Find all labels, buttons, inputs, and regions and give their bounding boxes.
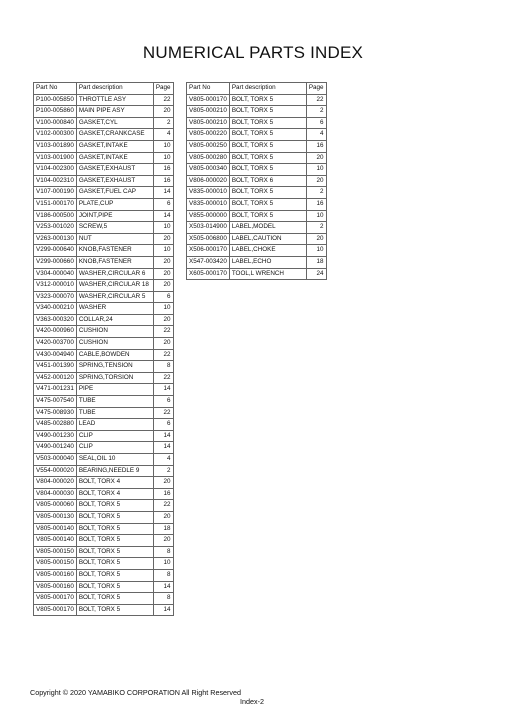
part-number-cell: V323-000070 bbox=[34, 291, 77, 303]
page-cell: 10 bbox=[306, 245, 326, 257]
part-description-cell: PIPE bbox=[76, 384, 153, 396]
part-number-cell: V805-000170 bbox=[34, 604, 77, 616]
part-number-cell: V805-000160 bbox=[34, 569, 77, 581]
table-row bbox=[34, 454, 174, 466]
page-cell: 6 bbox=[153, 198, 173, 210]
part-number-cell: X506-000170 bbox=[187, 245, 230, 257]
header-part-description: Part description bbox=[229, 83, 306, 95]
table-row bbox=[187, 268, 327, 280]
page-cell: 22 bbox=[153, 372, 173, 384]
table-row bbox=[34, 349, 174, 361]
part-number-cell: V805-000150 bbox=[34, 558, 77, 570]
page-cell: 14 bbox=[153, 210, 173, 222]
part-description-cell: WASHER,CIRCULAR 18 bbox=[76, 280, 153, 292]
part-description-cell: GASKET,CYL bbox=[76, 117, 153, 129]
page-cell: 6 bbox=[153, 291, 173, 303]
page-cell: 2 bbox=[306, 187, 326, 199]
part-number-cell: V263-000130 bbox=[34, 233, 77, 245]
part-number-cell: V186-000500 bbox=[34, 210, 77, 222]
table-row bbox=[34, 384, 174, 396]
page-cell: 10 bbox=[153, 152, 173, 164]
table-row bbox=[34, 94, 174, 106]
page-cell: 10 bbox=[153, 245, 173, 257]
part-description-cell: CLIP bbox=[76, 442, 153, 454]
table-row bbox=[34, 233, 174, 245]
page-cell: 20 bbox=[153, 535, 173, 547]
part-number-cell: V452-000120 bbox=[34, 372, 77, 384]
table-row bbox=[187, 94, 327, 106]
page-cell: 14 bbox=[153, 187, 173, 199]
part-description-cell: SPRING,TENSION bbox=[76, 361, 153, 373]
page-cell: 20 bbox=[153, 233, 173, 245]
part-description-cell: BOLT, TORX 5 bbox=[229, 106, 306, 118]
part-number-cell: V835-000010 bbox=[187, 198, 230, 210]
page-cell: 10 bbox=[153, 140, 173, 152]
page-cell: 6 bbox=[153, 396, 173, 408]
part-number-cell: V805-000130 bbox=[34, 511, 77, 523]
part-description-cell: BOLT, TORX 5 bbox=[76, 569, 153, 581]
parts-index-table-left bbox=[33, 82, 174, 616]
part-number-cell: V340-000210 bbox=[34, 303, 77, 315]
part-number-cell: V805-000140 bbox=[34, 523, 77, 535]
part-description-cell: CABLE,BOWDEN bbox=[76, 349, 153, 361]
part-description-cell: CLIP bbox=[76, 430, 153, 442]
part-description-cell: BOLT, TORX 5 bbox=[76, 581, 153, 593]
page-cell: 20 bbox=[153, 256, 173, 268]
part-description-cell: LABEL,MODEL bbox=[229, 222, 306, 234]
page-cell: 6 bbox=[306, 117, 326, 129]
part-number-cell: V104-002310 bbox=[34, 175, 77, 187]
table-row bbox=[34, 210, 174, 222]
part-description-cell: BOLT, TORX 5 bbox=[229, 129, 306, 141]
page-cell: 20 bbox=[153, 280, 173, 292]
page-cell: 8 bbox=[153, 593, 173, 605]
part-number-cell: X605-000170 bbox=[187, 268, 230, 280]
table-row bbox=[34, 164, 174, 176]
part-number-cell: V475-007540 bbox=[34, 396, 77, 408]
part-description-cell: BOLT, TORX 5 bbox=[229, 187, 306, 199]
table-row bbox=[187, 140, 327, 152]
page-cell: 4 bbox=[153, 129, 173, 141]
table-row bbox=[34, 314, 174, 326]
part-number-cell: V299-000640 bbox=[34, 245, 77, 257]
page-number: Index-2 bbox=[240, 697, 264, 706]
table-row bbox=[34, 604, 174, 616]
page-cell: 14 bbox=[153, 442, 173, 454]
page-cell: 16 bbox=[153, 175, 173, 187]
part-number-cell: V806-000020 bbox=[187, 175, 230, 187]
part-description-cell: LABEL,CHOKE bbox=[229, 245, 306, 257]
table-row bbox=[34, 175, 174, 187]
table-row bbox=[187, 245, 327, 257]
table-header-row bbox=[34, 83, 174, 95]
table-row bbox=[34, 407, 174, 419]
page-cell: 10 bbox=[153, 303, 173, 315]
part-description-cell: BOLT, TORX 5 bbox=[229, 164, 306, 176]
part-number-cell: V485-002880 bbox=[34, 419, 77, 431]
part-number-cell: V805-000150 bbox=[34, 546, 77, 558]
page-cell: 20 bbox=[306, 175, 326, 187]
part-description-cell: BOLT, TORX 5 bbox=[76, 511, 153, 523]
part-description-cell: BOLT, TORX 5 bbox=[229, 140, 306, 152]
part-description-cell: GASKET,EXHAUST bbox=[76, 175, 153, 187]
table-row bbox=[34, 558, 174, 570]
part-description-cell: CUSHION bbox=[76, 338, 153, 350]
part-number-cell: V805-000220 bbox=[187, 129, 230, 141]
page-cell: 14 bbox=[153, 604, 173, 616]
page-cell: 2 bbox=[306, 106, 326, 118]
page-cell: 2 bbox=[306, 222, 326, 234]
table-row bbox=[34, 535, 174, 547]
part-number-cell: V805-000210 bbox=[187, 106, 230, 118]
part-description-cell: BOLT, TORX 4 bbox=[76, 488, 153, 500]
part-description-cell: CUSHION bbox=[76, 326, 153, 338]
part-description-cell: BEARING,NEEDLE 9 bbox=[76, 465, 153, 477]
page-cell: 18 bbox=[306, 256, 326, 268]
part-number-cell: V503-000040 bbox=[34, 454, 77, 466]
part-number-cell: V554-000020 bbox=[34, 465, 77, 477]
part-number-cell: V490-001230 bbox=[34, 430, 77, 442]
table-row bbox=[187, 210, 327, 222]
part-number-cell: V805-000250 bbox=[187, 140, 230, 152]
table-row bbox=[34, 140, 174, 152]
table-row bbox=[34, 361, 174, 373]
page-cell: 18 bbox=[153, 523, 173, 535]
part-description-cell: MAIN PIPE ASY bbox=[76, 106, 153, 118]
part-number-cell: V490-001240 bbox=[34, 442, 77, 454]
table-row bbox=[34, 268, 174, 280]
part-number-cell: V312-000010 bbox=[34, 280, 77, 292]
page-cell: 2 bbox=[153, 465, 173, 477]
header-part-no: Part No bbox=[34, 83, 77, 95]
header-page: Page bbox=[153, 83, 173, 95]
part-number-cell: V100-000840 bbox=[34, 117, 77, 129]
part-description-cell: BOLT, TORX 5 bbox=[76, 604, 153, 616]
page-cell: 20 bbox=[306, 152, 326, 164]
table-row bbox=[34, 396, 174, 408]
table-row bbox=[34, 372, 174, 384]
table-header-row bbox=[187, 83, 327, 95]
table-row bbox=[187, 129, 327, 141]
part-number-cell: P100-005860 bbox=[34, 106, 77, 118]
table-row bbox=[34, 152, 174, 164]
page-cell: 10 bbox=[306, 164, 326, 176]
part-number-cell: V805-000140 bbox=[34, 535, 77, 547]
part-description-cell: WASHER,CIRCULAR 5 bbox=[76, 291, 153, 303]
part-description-cell: LABEL,CAUTION bbox=[229, 233, 306, 245]
table-row bbox=[187, 106, 327, 118]
page-title: NUMERICAL PARTS INDEX bbox=[142, 43, 364, 62]
part-description-cell: WASHER,CIRCULAR 6 bbox=[76, 268, 153, 280]
part-number-cell: V805-000060 bbox=[34, 500, 77, 512]
page-cell: 22 bbox=[153, 500, 173, 512]
page-cell: 20 bbox=[153, 477, 173, 489]
part-description-cell: TUBE bbox=[76, 407, 153, 419]
page-cell: 14 bbox=[153, 581, 173, 593]
table-row bbox=[34, 245, 174, 257]
part-number-cell: X505-006800 bbox=[187, 233, 230, 245]
table-row bbox=[34, 488, 174, 500]
table-row bbox=[187, 187, 327, 199]
part-description-cell: BOLT, TORX 5 bbox=[76, 500, 153, 512]
table-row bbox=[34, 500, 174, 512]
part-description-cell: BOLT, TORX 5 bbox=[76, 593, 153, 605]
table-row bbox=[34, 106, 174, 118]
part-description-cell: BOLT, TORX 5 bbox=[76, 558, 153, 570]
table-row bbox=[34, 303, 174, 315]
part-number-cell: V253-001020 bbox=[34, 222, 77, 234]
part-number-cell: V363-000320 bbox=[34, 314, 77, 326]
copyright-footer: Copyright © 2020 YAMABIKO CORPORATION All Right Reserved bbox=[30, 688, 242, 697]
part-description-cell: WASHER bbox=[76, 303, 153, 315]
table-row bbox=[34, 222, 174, 234]
part-number-cell: V304-000040 bbox=[34, 268, 77, 280]
table-row bbox=[34, 430, 174, 442]
parts-index-table-right bbox=[186, 82, 327, 280]
header-part-no: Part No bbox=[187, 83, 230, 95]
page-cell: 14 bbox=[153, 430, 173, 442]
part-description-cell: PLATE,CUP bbox=[76, 198, 153, 210]
page-cell: 22 bbox=[153, 326, 173, 338]
part-number-cell: V104-002300 bbox=[34, 164, 77, 176]
part-description-cell: TOOL,L WRENCH bbox=[229, 268, 306, 280]
part-number-cell: X503-014900 bbox=[187, 222, 230, 234]
part-description-cell: BOLT, TORX 4 bbox=[76, 477, 153, 489]
part-description-cell: COLLAR,24 bbox=[76, 314, 153, 326]
page-cell: 16 bbox=[153, 164, 173, 176]
part-description-cell: THROTTLE ASY bbox=[76, 94, 153, 106]
part-description-cell: SEAL,OIL 10 bbox=[76, 454, 153, 466]
part-number-cell: V805-000340 bbox=[187, 164, 230, 176]
part-description-cell: BOLT, TORX 5 bbox=[229, 94, 306, 106]
page-cell: 20 bbox=[153, 314, 173, 326]
table-row bbox=[34, 291, 174, 303]
table-row bbox=[34, 477, 174, 489]
part-number-cell: V805-000170 bbox=[187, 94, 230, 106]
table-row bbox=[34, 326, 174, 338]
part-number-cell: V103-001900 bbox=[34, 152, 77, 164]
part-description-cell: TUBE bbox=[76, 396, 153, 408]
page-cell: 20 bbox=[153, 106, 173, 118]
table-row bbox=[34, 569, 174, 581]
table-row bbox=[187, 198, 327, 210]
part-description-cell: GASKET,EXHAUST bbox=[76, 164, 153, 176]
part-description-cell: KNOB,FASTENER bbox=[76, 256, 153, 268]
part-number-cell: V151-000170 bbox=[34, 198, 77, 210]
table-row bbox=[34, 546, 174, 558]
table-row bbox=[34, 198, 174, 210]
part-number-cell: V804-000020 bbox=[34, 477, 77, 489]
part-number-cell: V805-000170 bbox=[34, 593, 77, 605]
part-number-cell: V102-000300 bbox=[34, 129, 77, 141]
part-number-cell: V107-000190 bbox=[34, 187, 77, 199]
part-number-cell: P100-005850 bbox=[34, 94, 77, 106]
table-row bbox=[187, 152, 327, 164]
part-description-cell: BOLT, TORX 5 bbox=[76, 546, 153, 558]
part-number-cell: V451-001390 bbox=[34, 361, 77, 373]
page-cell: 16 bbox=[306, 140, 326, 152]
page-cell: 6 bbox=[153, 419, 173, 431]
page-cell: 8 bbox=[153, 569, 173, 581]
part-description-cell: BOLT, TORX 5 bbox=[229, 152, 306, 164]
table-row bbox=[187, 233, 327, 245]
page-cell: 24 bbox=[306, 268, 326, 280]
part-number-cell: V299-000660 bbox=[34, 256, 77, 268]
part-number-cell: V804-000030 bbox=[34, 488, 77, 500]
table-row bbox=[187, 222, 327, 234]
part-number-cell: V420-000960 bbox=[34, 326, 77, 338]
table-row bbox=[34, 465, 174, 477]
table-row bbox=[34, 442, 174, 454]
part-description-cell: BOLT, TORX 6 bbox=[229, 175, 306, 187]
part-description-cell: GASKET,FUEL CAP bbox=[76, 187, 153, 199]
table-row bbox=[34, 256, 174, 268]
page-cell: 14 bbox=[153, 384, 173, 396]
part-description-cell: SCREW,5 bbox=[76, 222, 153, 234]
table-row bbox=[187, 164, 327, 176]
part-number-cell: V805-000280 bbox=[187, 152, 230, 164]
header-page: Page bbox=[306, 83, 326, 95]
part-number-cell: V103-001890 bbox=[34, 140, 77, 152]
page-cell: 22 bbox=[306, 94, 326, 106]
part-description-cell: BOLT, TORX 5 bbox=[229, 210, 306, 222]
header-part-description: Part description bbox=[76, 83, 153, 95]
part-description-cell: SPRING,TORSION bbox=[76, 372, 153, 384]
table-row bbox=[34, 117, 174, 129]
table-row bbox=[34, 593, 174, 605]
page-cell: 4 bbox=[153, 454, 173, 466]
table-row bbox=[34, 280, 174, 292]
part-number-cell: V805-000210 bbox=[187, 117, 230, 129]
page-cell: 8 bbox=[153, 361, 173, 373]
part-description-cell: BOLT, TORX 5 bbox=[229, 117, 306, 129]
part-number-cell: V835-000010 bbox=[187, 187, 230, 199]
table-row bbox=[34, 581, 174, 593]
page-cell: 22 bbox=[153, 349, 173, 361]
part-description-cell: LABEL,ECHO bbox=[229, 256, 306, 268]
part-description-cell: NUT bbox=[76, 233, 153, 245]
page-cell: 22 bbox=[153, 407, 173, 419]
page-cell: 16 bbox=[306, 198, 326, 210]
table-row bbox=[34, 523, 174, 535]
part-number-cell: V420-003700 bbox=[34, 338, 77, 350]
table-row bbox=[187, 117, 327, 129]
page-cell: 10 bbox=[306, 210, 326, 222]
part-description-cell: JOINT,PIPE bbox=[76, 210, 153, 222]
table-row bbox=[34, 419, 174, 431]
page-cell: 16 bbox=[153, 488, 173, 500]
page-cell: 10 bbox=[153, 222, 173, 234]
part-number-cell: V471-001231 bbox=[34, 384, 77, 396]
table-row bbox=[187, 256, 327, 268]
page-cell: 2 bbox=[153, 117, 173, 129]
part-description-cell: KNOB,FASTENER bbox=[76, 245, 153, 257]
page-cell: 20 bbox=[153, 338, 173, 350]
part-number-cell: V475-008930 bbox=[34, 407, 77, 419]
page-cell: 4 bbox=[306, 129, 326, 141]
part-description-cell: BOLT, TORX 5 bbox=[76, 523, 153, 535]
table-row bbox=[34, 511, 174, 523]
part-description-cell: GASKET,INTAKE bbox=[76, 140, 153, 152]
table-row bbox=[187, 175, 327, 187]
page-cell: 20 bbox=[306, 233, 326, 245]
part-description-cell: BOLT, TORX 5 bbox=[76, 535, 153, 547]
table-row bbox=[34, 187, 174, 199]
part-description-cell: GASKET,INTAKE bbox=[76, 152, 153, 164]
table-row bbox=[34, 129, 174, 141]
table-row bbox=[34, 338, 174, 350]
page-cell: 20 bbox=[153, 268, 173, 280]
part-number-cell: V805-000160 bbox=[34, 581, 77, 593]
page-cell: 8 bbox=[153, 546, 173, 558]
part-number-cell: V430-004940 bbox=[34, 349, 77, 361]
part-description-cell: BOLT, TORX 5 bbox=[229, 198, 306, 210]
part-number-cell: V855-000000 bbox=[187, 210, 230, 222]
page-cell: 22 bbox=[153, 94, 173, 106]
part-description-cell: GASKET,CRANKCASE bbox=[76, 129, 153, 141]
page-cell: 20 bbox=[153, 511, 173, 523]
part-description-cell: LEAD bbox=[76, 419, 153, 431]
page-cell: 10 bbox=[153, 558, 173, 570]
part-number-cell: X547-003420 bbox=[187, 256, 230, 268]
